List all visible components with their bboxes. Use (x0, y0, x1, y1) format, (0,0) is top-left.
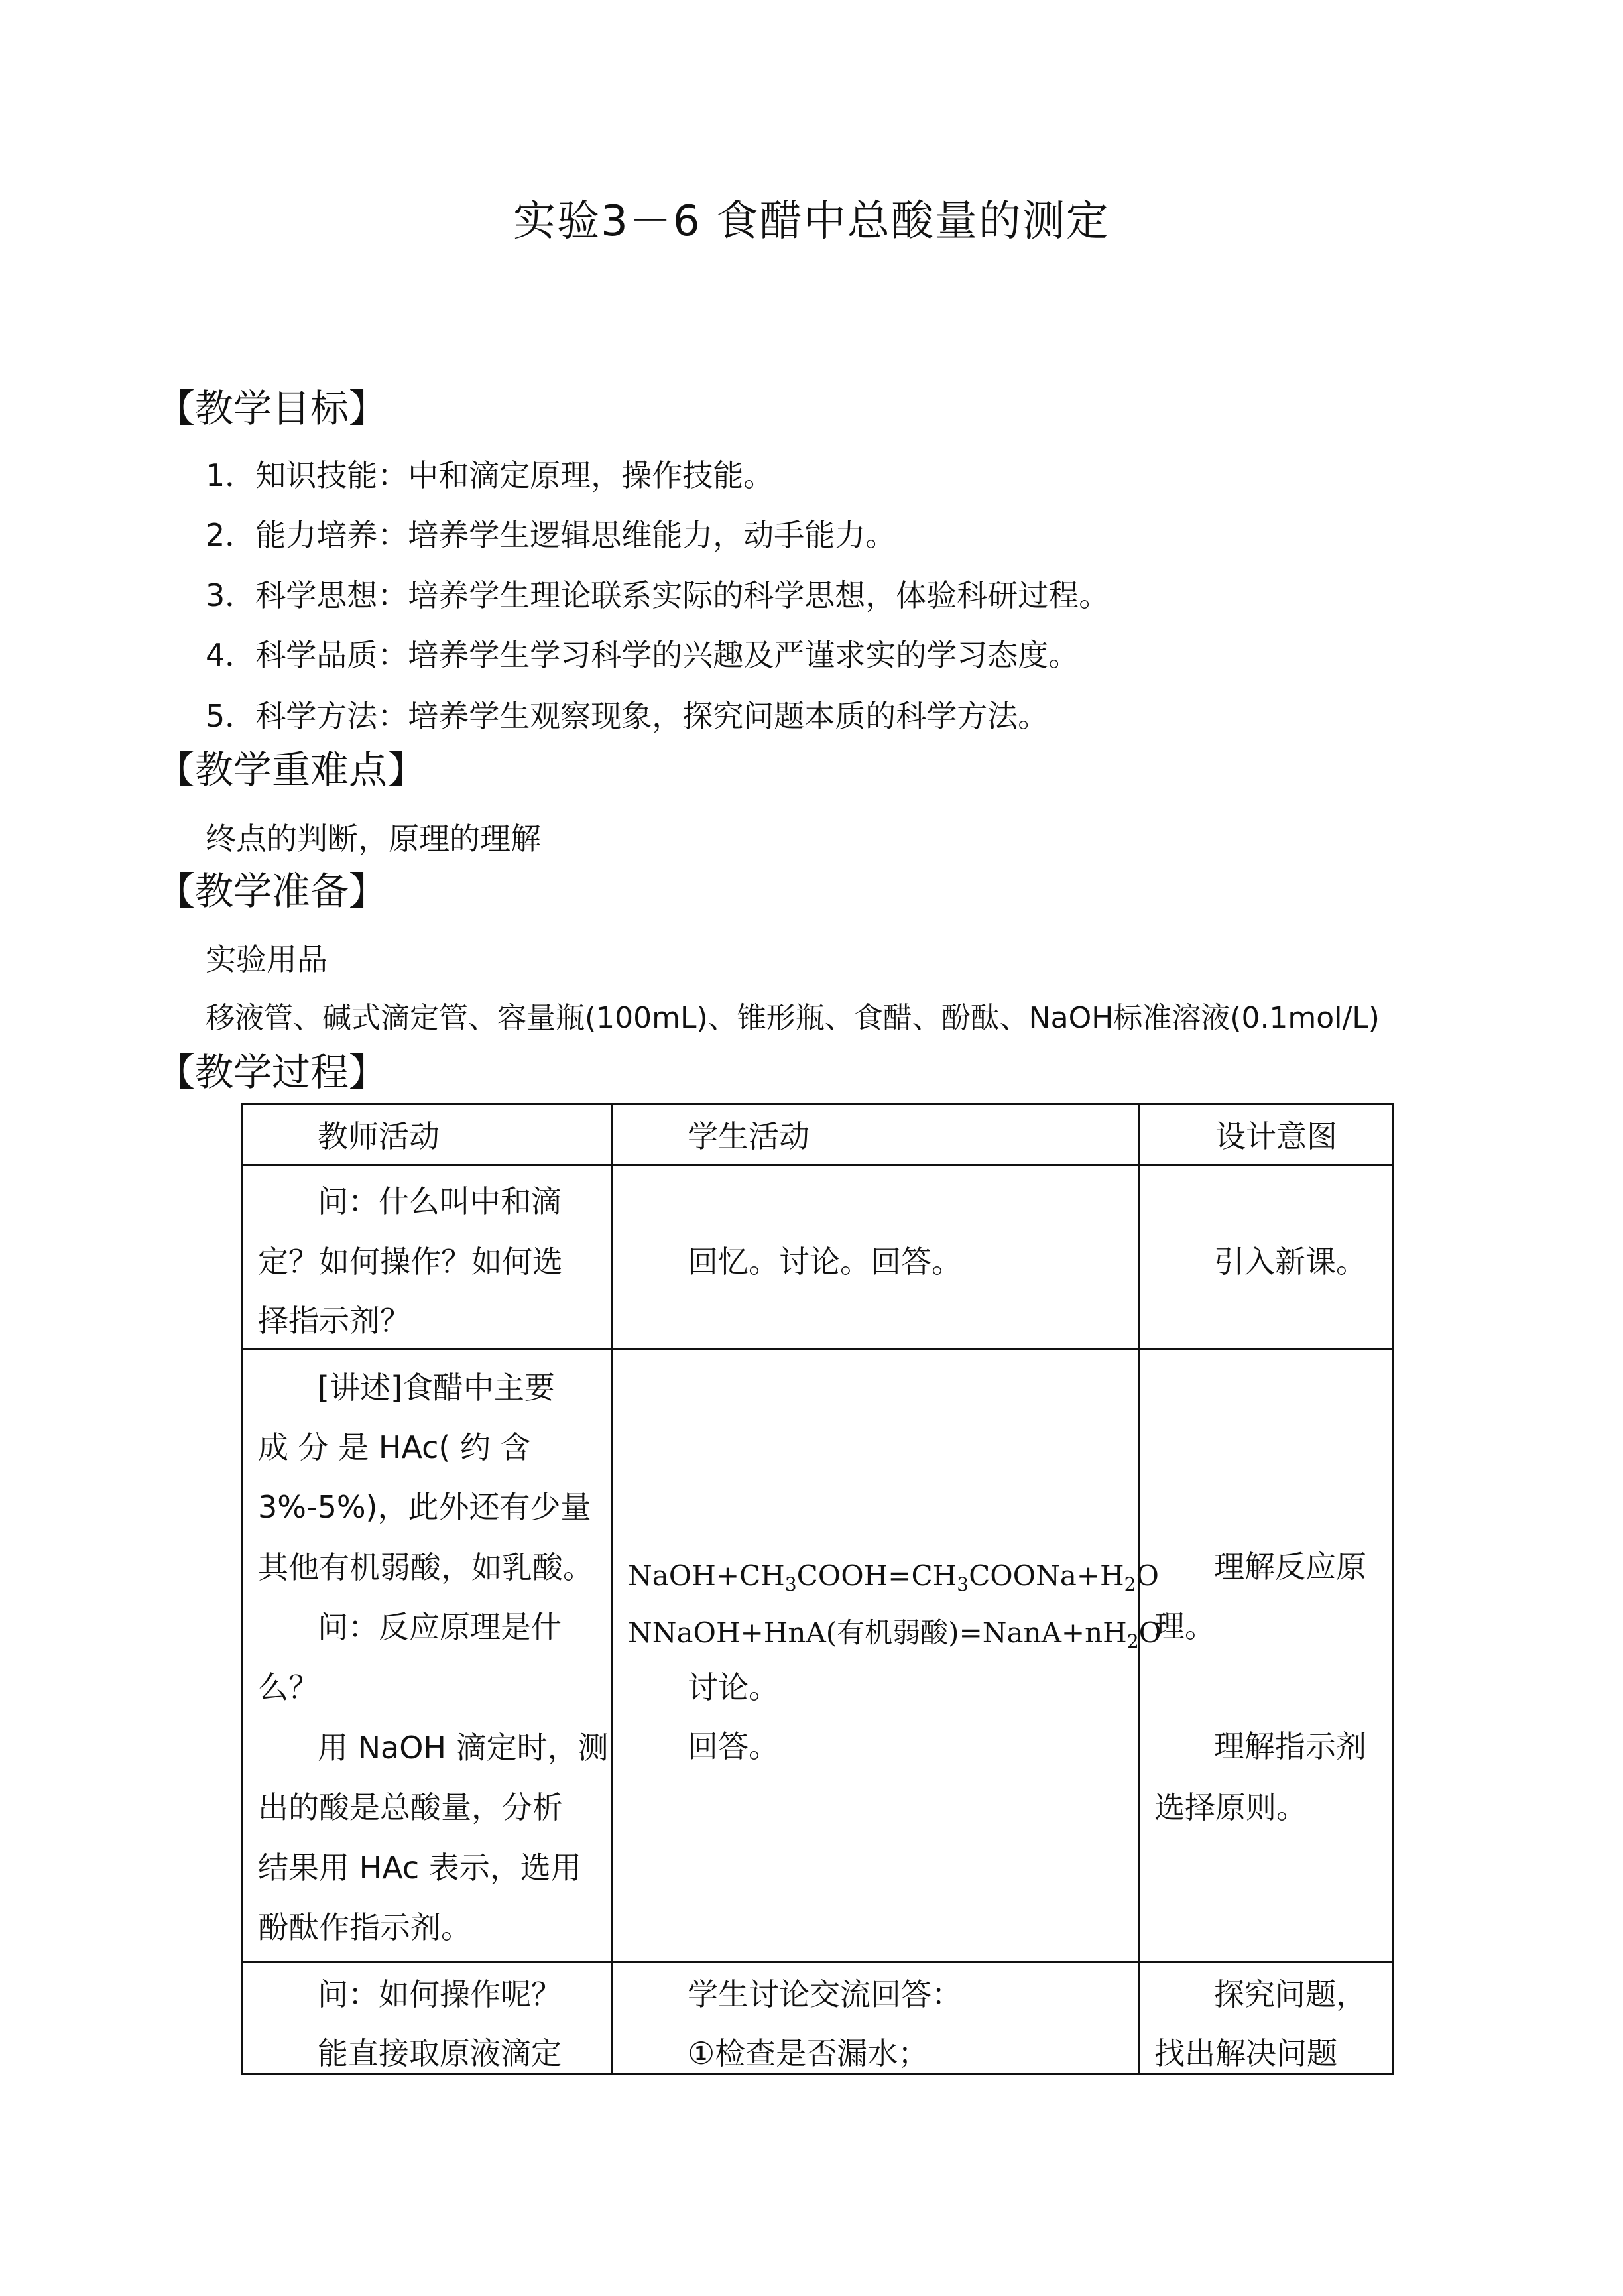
student-line: 回忆。讨论。回答。 (688, 1244, 962, 1280)
header-design-intent: 设计意图 (1139, 1104, 1394, 1166)
teacher-line: 么？ (258, 1669, 319, 1705)
teacher-line: 用 NaOH 滴定时，测 (318, 1730, 609, 1766)
teacher-line: 定？如何操作？如何选 (258, 1244, 563, 1280)
student-cell (613, 1166, 1139, 1349)
materials-list: 移液管、碱式滴定管、容量瓶(100mL)、锥形瓶、食醋、酚酞、NaOH标准溶液(0.1mol/L) (206, 1001, 1380, 1035)
teacher-line: 酚酞作指示剂。 (258, 1909, 471, 1945)
preparation-subheading: 实验用品 (206, 941, 328, 977)
table-header-row (243, 1104, 1394, 1166)
header-teacher-activity: 教师活动 (243, 1104, 613, 1166)
teacher-line: 择指示剂？ (258, 1303, 410, 1339)
teacher-line: 其他有机弱酸，如乳酸。 (258, 1549, 593, 1585)
teacher-line: 3%-5%)，此外还有少量 (258, 1489, 591, 1525)
teacher-line: 问：反应原理是什 (318, 1609, 562, 1645)
section-heading-process: 【教学过程】 (156, 1050, 388, 1095)
objective-item: 3．科学思想：培养学生理论联系实际的科学思想，体验科研过程。 (206, 577, 1110, 613)
student-line: 讨论。 (688, 1669, 779, 1705)
objective-item: 1．知识技能：中和滴定原理，操作技能。 (206, 457, 774, 493)
intent-cell (1139, 1349, 1394, 1963)
objective-item: 5．科学方法：培养学生观察现象，探究问题本质的科学方法。 (206, 698, 1049, 734)
intent-line: 理。 (1154, 1608, 1215, 1644)
page-title: 实验3－6 食醋中总酸量的测定 (513, 197, 1110, 246)
intent-cell (1139, 1166, 1394, 1349)
teacher-cell (243, 1166, 613, 1349)
process-table (241, 1103, 1394, 2075)
teacher-line: 成 分 是 HAc( 约 含 (258, 1429, 531, 1465)
teacher-line: [讲述]食醋中主要 (318, 1370, 555, 1406)
intent-line: 理解反应原 (1214, 1549, 1366, 1585)
intent-line: 选择原则。 (1154, 1789, 1307, 1825)
table-row (243, 1166, 1394, 1349)
intent-line: 理解指示剂 (1214, 1728, 1366, 1764)
section-heading-objectives: 【教学目标】 (156, 386, 388, 431)
student-line: 学生讨论交流回答： (688, 1976, 962, 2012)
teacher-line: 出的酸是总酸量，分析 (258, 1789, 563, 1825)
teacher-cell (243, 1963, 613, 2074)
teacher-line: 问：如何操作呢？ (318, 1976, 562, 2012)
student-line: 回答。 (688, 1728, 779, 1764)
intent-line: 引入新课。 (1214, 1244, 1366, 1280)
section-heading-key-points: 【教学重难点】 (156, 747, 426, 792)
header-student-activity: 学生活动 (613, 1104, 1139, 1166)
teacher-cell (243, 1349, 613, 1963)
objective-item: 4．科学品质：培养学生学习科学的兴趣及严谨求实的学习态度。 (206, 637, 1079, 673)
intent-line: 找出解决问题 (1154, 2035, 1337, 2071)
table-row (243, 1349, 1394, 1963)
table-row (243, 1963, 1394, 2074)
objective-item: 2．能力培养：培养学生逻辑思维能力，动手能力。 (206, 517, 896, 553)
teacher-line: 能直接取原液滴定 (318, 2035, 562, 2071)
reaction-equation-1: NaOH+CH3COOH=CH3COONa+H2O (628, 1559, 1159, 1595)
intent-line: 探究问题， (1214, 1976, 1366, 2012)
student-line: ①检查是否漏水； (688, 2035, 929, 2071)
teacher-line: 问：什么叫中和滴 (318, 1183, 562, 1219)
teacher-line: 结果用 HAc 表示，选用 (258, 1850, 581, 1886)
reaction-equation-2: NNaOH+HnA(有机弱酸)=NanA+nH2O (628, 1616, 1162, 1652)
section-heading-preparation: 【教学准备】 (156, 869, 388, 914)
intent-cell (1139, 1963, 1394, 2074)
key-points-text: 终点的判断，原理的理解 (206, 821, 541, 857)
student-cell (613, 1349, 1162, 1963)
student-cell (613, 1963, 1139, 2074)
